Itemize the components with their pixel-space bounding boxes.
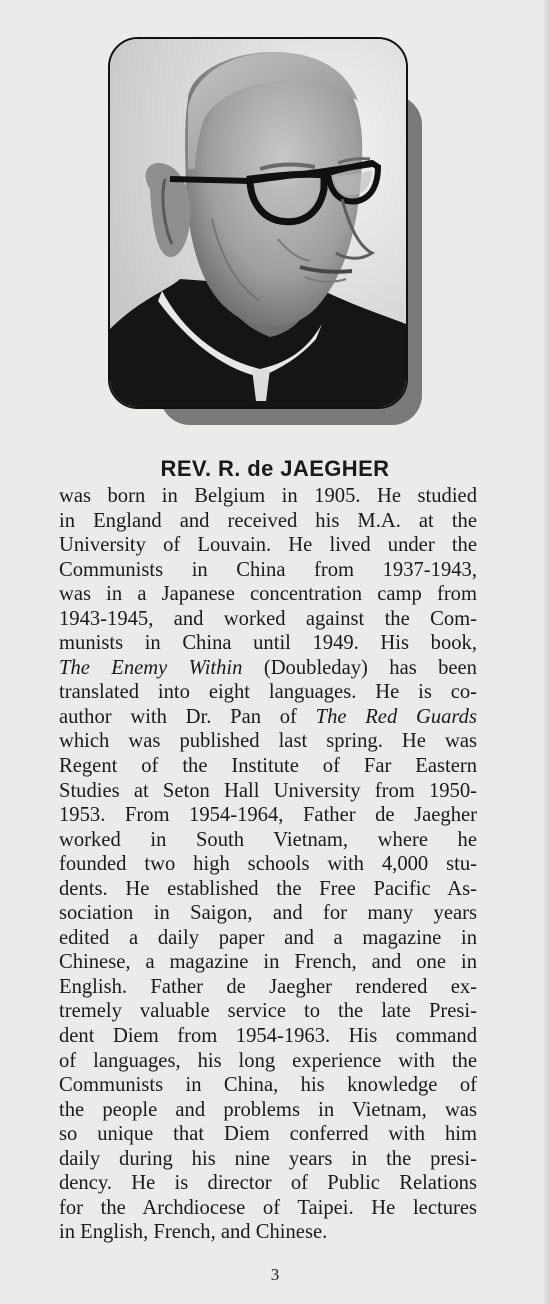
- bio-text: Communists in China from 1937-1943,: [59, 558, 477, 581]
- bio-text: worked in South Vietnam, where he: [59, 828, 477, 851]
- portrait-icon: [110, 39, 406, 407]
- bio-text: which was published last spring. He was: [59, 730, 477, 753]
- bio-line: [59, 852, 477, 877]
- bio-line: [59, 631, 477, 656]
- bio-line: [59, 705, 477, 730]
- bio-line: [59, 950, 477, 975]
- bio-line: [59, 656, 477, 681]
- bio-text: tremely valuable service to the late Presi-: [59, 1000, 477, 1023]
- bio-text: daily during his nine years in the presi-: [59, 1147, 477, 1170]
- bio-text: edited a daily paper and a magazine in: [59, 926, 477, 949]
- book-title: The Enemy Within: [59, 656, 243, 679]
- bio-line: [59, 1171, 477, 1196]
- bio-line: [59, 1049, 477, 1074]
- name-heading: REV. R. de JAEGHER: [160, 456, 390, 481]
- bio-text: Studies at Seton Hall University from 1950-: [59, 779, 477, 802]
- bio-text: sociation in Saigon, and for many years: [59, 902, 477, 925]
- bio-text: founded two high schools with 4,000 stu-: [59, 853, 477, 876]
- bio-line: [59, 754, 477, 779]
- bio-text: 1953. From 1954-1964, Father de Jaegher: [59, 804, 477, 827]
- page-edge: [544, 0, 550, 1304]
- bio-text: munists in China until 1949. His book,: [59, 632, 477, 655]
- bio-line: [59, 779, 477, 804]
- bio-line: [59, 803, 477, 828]
- bio-line: [59, 680, 477, 705]
- bio-text: for the Archdiocese of Taipei. He lectures: [59, 1196, 477, 1219]
- bio-text: University of Louvain. He lived under the: [59, 534, 477, 557]
- bio-line: [59, 1073, 477, 1098]
- bio-text: in English, French, and Chinese.: [59, 1221, 328, 1244]
- bio-text: translated into eight languages. He is co-: [59, 681, 477, 704]
- bio-text: the people and problems in Vietnam, was: [59, 1098, 477, 1121]
- bio-text: so unique that Diem conferred with him: [59, 1123, 477, 1146]
- bio-line: [59, 1098, 477, 1123]
- bio-line: [59, 558, 477, 583]
- bio-line: [59, 484, 477, 509]
- bio-line: [59, 607, 477, 632]
- bio-text: of languages, his long experience with the: [59, 1049, 477, 1072]
- bio-line: [59, 533, 477, 558]
- bio-line: [59, 509, 477, 534]
- bio-line: [59, 926, 477, 951]
- bio-text: (Doubleday) has been: [242, 656, 477, 679]
- bio-line: [59, 901, 477, 926]
- bio-text: English. Father de Jaegher rendered ex-: [59, 975, 477, 998]
- bio-text: dency. He is director of Public Relations: [59, 1172, 477, 1195]
- bio-text: author with Dr. Pan of: [59, 705, 316, 728]
- bio-line: [59, 877, 477, 902]
- bio-line: [59, 1147, 477, 1172]
- bio-line: [59, 999, 477, 1024]
- page-number: 3: [270, 1265, 280, 1284]
- bio-line: [59, 828, 477, 853]
- bio-text: was in a Japanese concentration camp from: [59, 583, 477, 606]
- bio-text: in England and received his M.A. at the: [59, 509, 477, 532]
- bio-line: [59, 1024, 477, 1049]
- bio-text: Communists in China, his knowledge of: [59, 1074, 477, 1097]
- bio-text: Chinese, a magazine in French, and one in: [59, 951, 477, 974]
- bio-line: [59, 582, 477, 607]
- book-title: The Red Guards: [315, 705, 477, 728]
- bio-text: Regent of the Institute of Far Eastern: [59, 755, 477, 778]
- bio-text: dent Diem from 1954-1963. His command: [59, 1025, 477, 1048]
- bio-text: was born in Belgium in 1905. He studied: [59, 485, 477, 507]
- bio-line: [59, 1122, 477, 1147]
- bio-text: 1943-1945, and worked against the Com-: [59, 607, 477, 630]
- biography-text: [59, 484, 477, 1245]
- bio-line: [59, 729, 477, 754]
- bio-line: [59, 1196, 477, 1221]
- bio-line: [59, 975, 477, 1000]
- bio-text: dents. He established the Free Pacific As-: [59, 877, 477, 900]
- portrait-photo: [108, 37, 408, 409]
- bio-line: [59, 1220, 477, 1245]
